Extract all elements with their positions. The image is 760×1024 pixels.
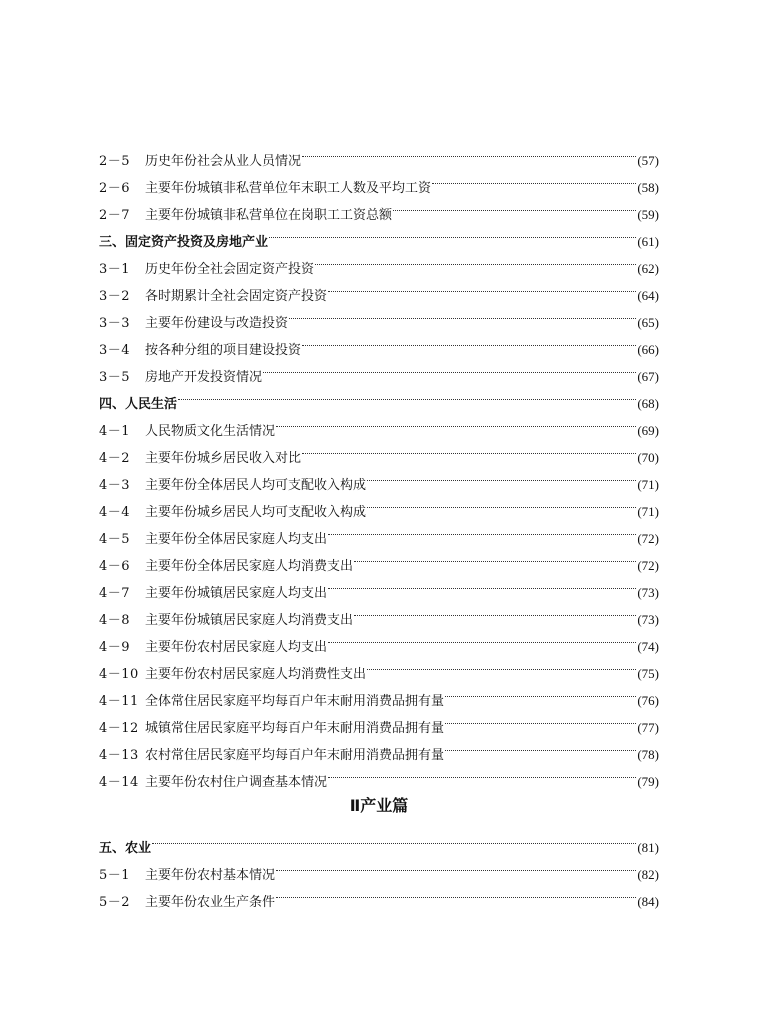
dot-leader	[328, 624, 636, 651]
toc-entry-page: (71)	[637, 504, 659, 519]
dot-leader	[328, 516, 636, 543]
toc-entry-page: (75)	[637, 666, 659, 681]
dot-leader	[393, 192, 636, 219]
toc-entry-title: 房地产开发投资情况	[145, 370, 263, 385]
dot-leader	[367, 462, 636, 489]
toc-section-title: 四、人民生活	[99, 397, 178, 412]
toc-entry-number: 4－5	[99, 532, 131, 547]
toc-entry-title: 农村常住居民家庭平均每百户年末耐用消费品拥有量	[145, 748, 445, 763]
toc-entry-page: (73)	[637, 612, 659, 627]
dot-leader	[328, 570, 636, 597]
toc-entry-number: 4－6	[99, 559, 131, 574]
dot-leader	[354, 597, 636, 624]
toc-entry-title: 全体常住居民家庭平均每百户年末耐用消费品拥有量	[145, 694, 445, 709]
toc-entry-title: 主要年份城镇居民家庭人均支出	[145, 586, 328, 601]
toc-entry-title: 主要年份全体居民人均可支配收入构成	[145, 478, 367, 493]
toc-entry-page: (66)	[637, 342, 659, 357]
dot-leader	[445, 732, 636, 759]
toc-entry-number: 3－4	[99, 343, 131, 358]
toc-section-page: (68)	[637, 396, 659, 411]
toc-entry-page: (59)	[637, 207, 659, 222]
toc-entry-number: 4－10	[99, 667, 139, 682]
toc-entry-page: (72)	[637, 558, 659, 573]
toc-entry-title: 主要年份农村居民家庭人均支出	[145, 640, 328, 655]
dot-leader	[263, 354, 636, 381]
dot-leader	[302, 435, 636, 462]
toc-entry-title: 主要年份城镇非私营单位年末职工人数及平均工资	[145, 181, 432, 196]
toc-entry-title: 主要年份城乡居民收入对比	[145, 451, 302, 466]
toc-entry-page: (65)	[637, 315, 659, 330]
toc-entry-page: (77)	[637, 720, 659, 735]
toc-entry-number: 4－1	[99, 424, 131, 439]
dot-leader	[367, 489, 636, 516]
toc-entry-page: (57)	[637, 153, 659, 168]
toc-section-title: 三、固定资产投资及房地产业	[99, 235, 269, 250]
toc-section-page: (61)	[637, 234, 659, 249]
toc-entry-page: (76)	[637, 693, 659, 708]
toc-entry-2-5[interactable]	[99, 138, 659, 169]
dot-leader	[302, 138, 636, 165]
dot-leader	[367, 651, 636, 678]
dot-leader	[315, 246, 636, 273]
toc-entry-title: 主要年份农村住户调查基本情况	[145, 775, 328, 790]
toc-entry-page: (64)	[637, 288, 659, 303]
toc-entry-number: 5－2	[99, 895, 131, 910]
toc-entry-title: 主要年份城镇居民家庭人均消费支出	[145, 613, 354, 628]
toc-entry-page: (70)	[637, 450, 659, 465]
dot-leader	[445, 678, 636, 705]
toc-entry-page: (78)	[637, 747, 659, 762]
toc-entry-title: 主要年份全体居民家庭人均支出	[145, 532, 328, 547]
toc-entry-title: 历史年份全社会固定资产投资	[145, 262, 315, 277]
toc-entry-title: 主要年份全体居民家庭人均消费支出	[145, 559, 354, 574]
dot-leader	[276, 879, 636, 906]
dot-leader	[354, 543, 636, 570]
toc-entry-number: 3－1	[99, 262, 131, 277]
toc-entry-title: 主要年份农村居民家庭人均消费性支出	[145, 667, 367, 682]
toc-entry-number: 2－7	[99, 208, 131, 223]
toc-entry-number: 2－6	[99, 181, 131, 196]
toc-entry-page: (58)	[637, 180, 659, 195]
toc-entry-page: (73)	[637, 585, 659, 600]
toc-section-title: 五、农业	[99, 841, 152, 856]
toc-entry-number: 3－5	[99, 370, 131, 385]
dot-leader	[178, 381, 636, 408]
toc-entry-number: 3－2	[99, 289, 131, 304]
toc-entry-4-1[interactable]	[99, 408, 659, 439]
toc-entry-page: (74)	[637, 639, 659, 654]
dot-leader	[276, 852, 636, 879]
toc-entry-number: 4－13	[99, 748, 139, 763]
toc-section-5[interactable]	[99, 825, 659, 856]
toc-entry-number: 2－5	[99, 154, 131, 169]
toc-entry-number: 4－12	[99, 721, 139, 736]
toc-entry-title: 主要年份城镇非私营单位在岗职工工资总额	[145, 208, 393, 223]
dot-leader	[269, 219, 636, 246]
toc-entry-title: 主要年份农村基本情况	[145, 868, 276, 883]
toc-entry-5-1[interactable]	[99, 852, 659, 883]
toc-entry-page: (79)	[637, 774, 659, 789]
toc-section-4[interactable]	[99, 381, 659, 412]
toc-entry-page: (82)	[637, 867, 659, 882]
dot-leader	[152, 825, 636, 852]
toc-entry-title: 主要年份农业生产条件	[145, 895, 276, 910]
dot-leader	[289, 300, 636, 327]
dot-leader	[432, 165, 636, 192]
toc-entry-number: 4－9	[99, 640, 131, 655]
dot-leader	[445, 705, 636, 732]
table-of-contents	[99, 138, 659, 910]
toc-entry-number: 4－7	[99, 586, 131, 601]
toc-entry-page: (69)	[637, 423, 659, 438]
toc-entry-title: 主要年份建设与改造投资	[145, 316, 289, 331]
toc-entry-page: (71)	[637, 477, 659, 492]
toc-entry-number: 4－8	[99, 613, 131, 628]
toc-entry-number: 4－11	[99, 694, 139, 709]
toc-entry-page: (67)	[637, 369, 659, 384]
dot-leader	[302, 327, 636, 354]
toc-entry-title: 历史年份社会从业人员情况	[145, 154, 302, 169]
toc-entry-number: 4－3	[99, 478, 131, 493]
toc-entry-page: (84)	[637, 894, 659, 909]
toc-entry-number: 4－4	[99, 505, 131, 520]
toc-entry-number: 4－14	[99, 775, 139, 790]
toc-entry-number: 4－2	[99, 451, 131, 466]
toc-entry-number: 3－3	[99, 316, 131, 331]
toc-entry-title: 城镇常住居民家庭平均每百户年末耐用消费品拥有量	[145, 721, 445, 736]
toc-entry-title: 各时期累计全社会固定资产投资	[145, 289, 328, 304]
toc-entry-page: (62)	[637, 261, 659, 276]
toc-entry-title: 人民物质文化生活情况	[145, 424, 276, 439]
toc-entry-page: (72)	[637, 531, 659, 546]
dot-leader	[328, 759, 636, 786]
dot-leader	[328, 273, 636, 300]
toc-entry-title: 主要年份城乡居民人均可支配收入构成	[145, 505, 367, 520]
part-heading: Ⅱ产业篇	[349, 796, 409, 815]
toc-section-page: (81)	[637, 840, 659, 855]
toc-entry-title: 按各种分组的项目建设投资	[145, 343, 302, 358]
toc-entry-number: 5－1	[99, 868, 131, 883]
dot-leader	[276, 408, 636, 435]
